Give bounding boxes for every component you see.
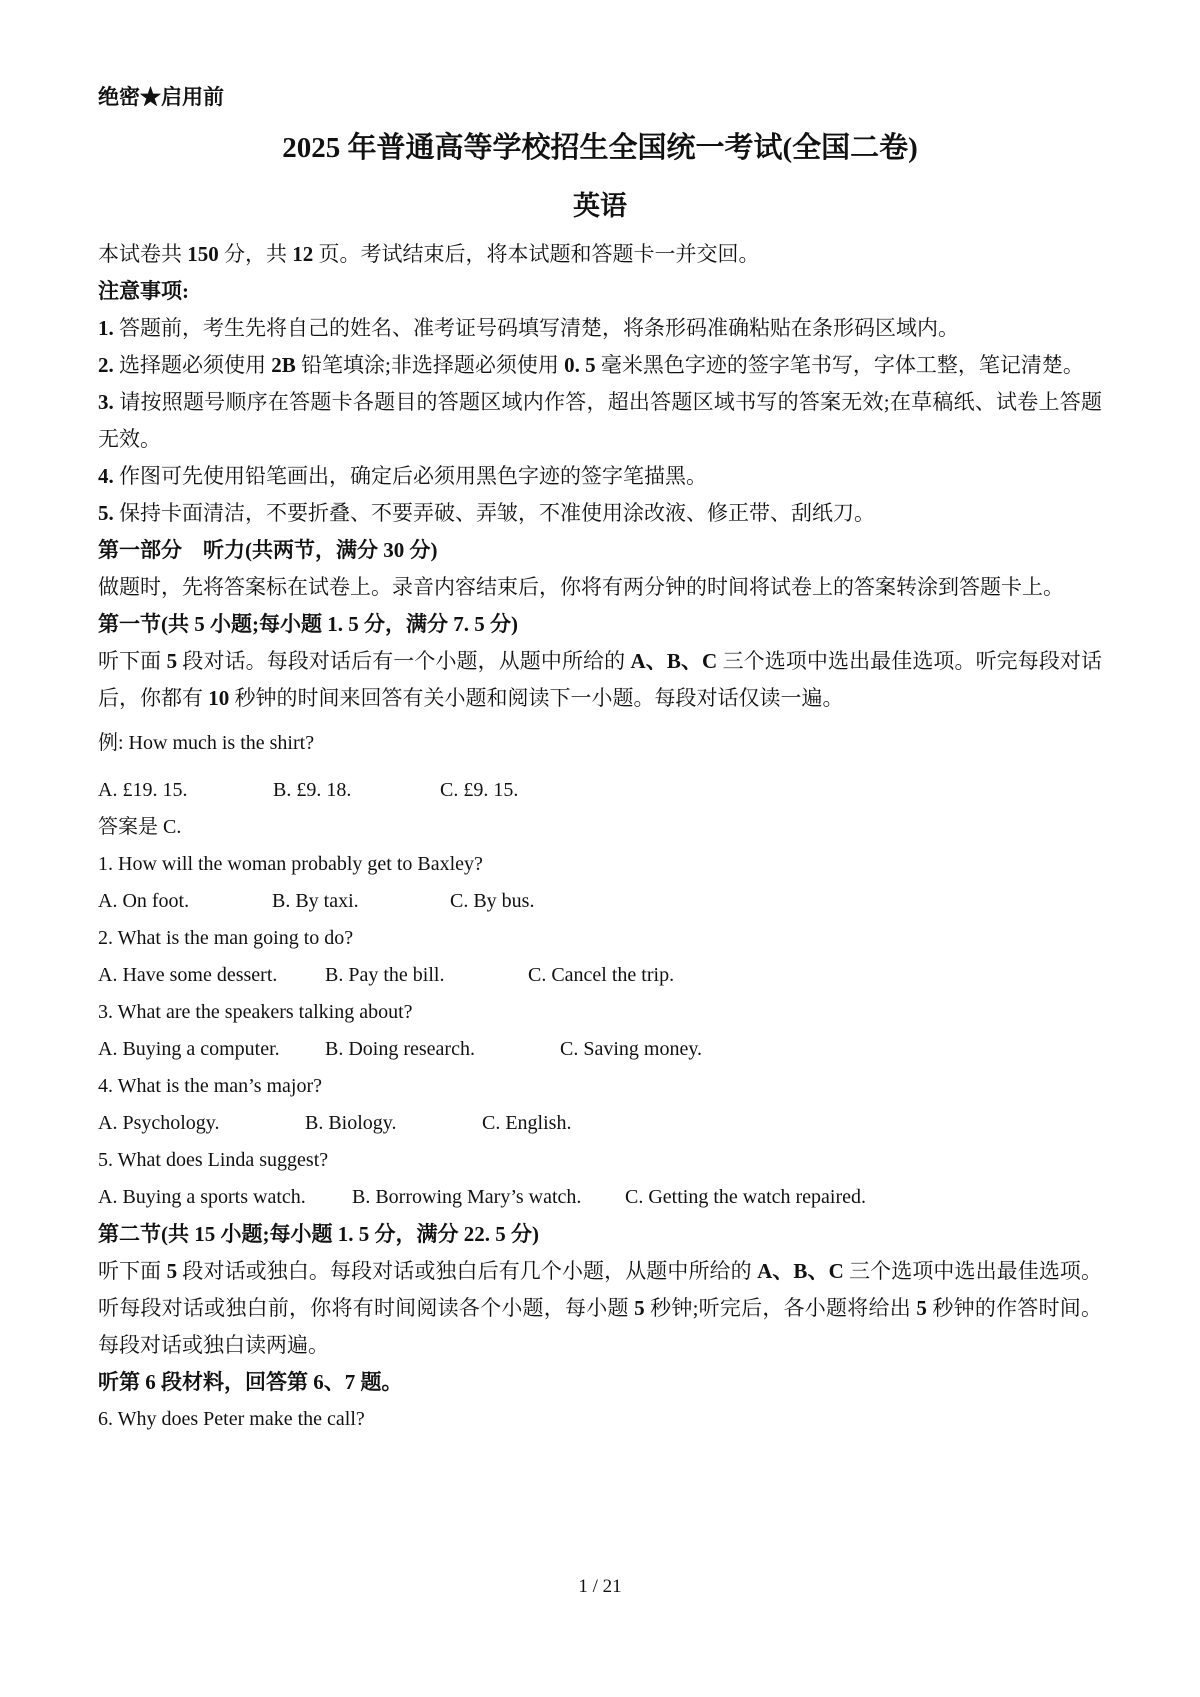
question-1-option-c: C. By bus. (450, 890, 535, 912)
part1-instruction: 做题时，先将答案标在试卷上。录音内容结束后，你将有两分钟的时间将试卷上的答案转涂到答题卡上。 (98, 575, 1064, 599)
question-2: 2. What is the man going to do? (98, 927, 354, 949)
example-question: 例: How much is the shirt? (98, 732, 315, 754)
question-4-option-a: A. Psychology. (98, 1112, 220, 1134)
notes-label: 注意事项: (98, 279, 189, 303)
note-item-4: 4. 作图可先使用铅笔画出，确定后必须用黑色字迹的签字笔描黑。 (98, 464, 707, 488)
question-4: 4. What is the man’s major? (98, 1075, 323, 1097)
intro-line: 本试卷共 150 分，共 12 页。考试结束后，将本试题和答题卡一并交回。 (98, 242, 760, 266)
question-3-option-c: C. Saving money. (560, 1038, 703, 1060)
question-6: 6. Why does Peter make the call? (98, 1408, 365, 1430)
part1-heading: 第一部分 听力(共两节，满分 30 分) (98, 538, 438, 562)
note-item-5: 5. 保持卡面清洁，不要折叠、不要弄破、弄皱，不准使用涂改液、修正带、刮纸刀。 (98, 501, 875, 525)
question-4-option-b: B. Biology. (305, 1112, 397, 1134)
classification-line: 绝密★启用前 (98, 85, 224, 109)
question-4-options-row (98, 1105, 1102, 1142)
question-2-option-c: C. Cancel the trip. (528, 964, 675, 986)
question-2-option-a: A. Have some dessert. (98, 964, 278, 986)
question-5: 5. What does Linda suggest? (98, 1149, 329, 1171)
note-item-2: 2. 选择题必须使用 2B 铅笔填涂;非选择题必须使用 0. 5 毫米黑色字迹的签字笔书写，字体工整，笔记清楚。 (98, 353, 1084, 377)
section1-instruction: 听下面 5 段对话。每段对话后有一个小题，从题中所给的 A、B、C 三个选项中选出最佳选项。听完每段对话后，你都有 10 秒钟的时间来回答有关小题和阅读下一小题。每段对话仅读一遍。 (98, 649, 1103, 710)
listening-questions-block (98, 725, 1102, 1438)
note-item-3: 3. 请按照题号顺序在答题卡各题目的答题区域内作答，超出答题区域书写的答案无效;在草稿纸、试卷上答题无效。 (98, 390, 1102, 451)
example-option-a: A. £19. 15. (98, 779, 188, 801)
page-number: 1 / 21 (578, 1576, 622, 1597)
question-3-options-row (98, 1031, 1102, 1068)
question-5-option-c: C. Getting the watch repaired. (625, 1186, 867, 1208)
question-3-option-a: A. Buying a computer. (98, 1038, 280, 1060)
section2-instruction: 听下面 5 段对话或独白。每段对话或独白后有几个小题，从题中所给的 A、B、C 三个选项中选出最佳选项。听每段对话或独白前，你将有时间阅读各个小题，每小题 5 秒钟;听完后，各小题将给出 5 秒钟的作答时间。每段对话或独白读两遍。 (98, 1259, 1103, 1357)
subject-title: 英语 (573, 191, 627, 221)
example-answer: 答案是 C. (98, 816, 182, 838)
section2-heading: 第二节(共 15 小题;每小题 1. 5 分，满分 22. 5 分) (98, 1222, 539, 1246)
question-5-option-b: B. Borrowing Mary’s watch. (352, 1186, 582, 1208)
question-4-option-c: C. English. (482, 1112, 572, 1134)
material-6-line: 听第 6 段材料，回答第 6、7 题。 (98, 1370, 403, 1394)
question-1: 1. How will the woman probably get to Baxley? (98, 853, 483, 875)
question-3-option-b: B. Doing research. (325, 1038, 475, 1060)
example-option-c: C. £9. 15. (440, 779, 519, 801)
question-1-options-row (98, 883, 1102, 920)
example-option-b: B. £9. 18. (273, 779, 352, 801)
question-5-options-row (98, 1179, 1102, 1216)
question-3: 3. What are the speakers talking about? (98, 1001, 413, 1023)
section1-heading: 第一节(共 5 小题;每小题 1. 5 分，满分 7. 5 分) (98, 612, 518, 636)
exam-title: 2025 年普通高等学校招生全国统一考试(全国二卷) (282, 132, 918, 164)
question-2-option-b: B. Pay the bill. (325, 964, 445, 986)
example-options-row (98, 772, 1102, 809)
question-1-option-b: B. By taxi. (272, 890, 359, 912)
question-2-options-row (98, 957, 1102, 994)
note-item-1: 1. 答题前，考生先将自己的姓名、准考证号码填写清楚，将条形码准确粘贴在条形码区域内。 (98, 316, 959, 340)
question-5-option-a: A. Buying a sports watch. (98, 1186, 306, 1208)
question-1-option-a: A. On foot. (98, 890, 190, 912)
